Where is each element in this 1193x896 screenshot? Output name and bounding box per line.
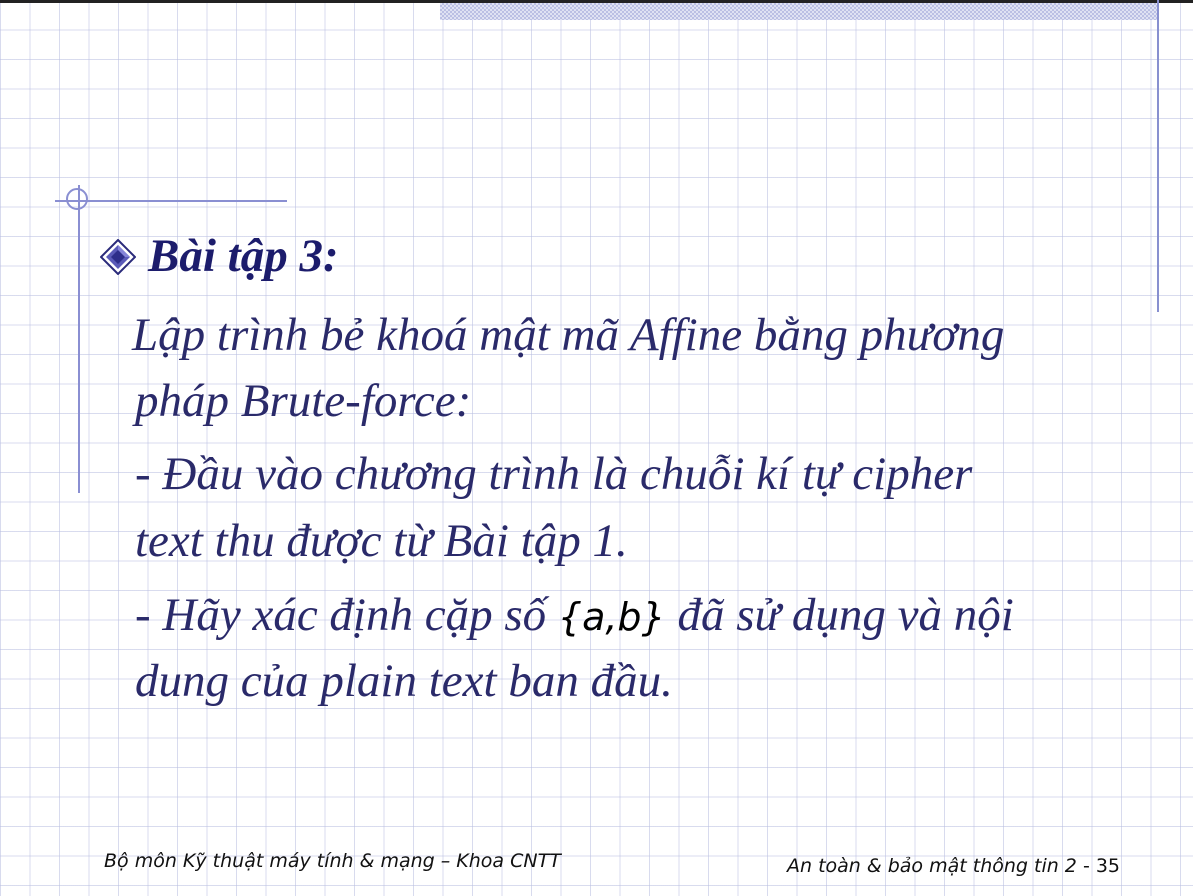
decor-circle [66, 188, 88, 210]
body-line-5-prefix: - Hãy xác định cặp số [135, 589, 558, 641]
body-line-2: pháp Brute-force: [135, 375, 472, 427]
body-line-1: Lập trình bẻ khoá mật mã Affine bằng phương [132, 309, 1005, 361]
math-pair-ab: {a,b} [557, 595, 666, 639]
right-decor-line [1157, 0, 1159, 312]
footer-left: Bộ môn Kỹ thuật máy tính & mạng – Khoa CNTT [104, 850, 561, 872]
body-line-6: dung của plain text ban đầu. [135, 655, 673, 707]
title-decor-hline [55, 200, 287, 202]
page-number: 35 [1095, 855, 1121, 877]
body-line-4: text thu được từ Bài tập 1. [135, 515, 628, 567]
footer-page-sep: - [1076, 855, 1096, 877]
slide-title: Bài tập 3: [148, 230, 339, 282]
footer-course: An toàn & bảo mật thông tin 2 [787, 855, 1077, 877]
body-line-5 [135, 589, 1014, 641]
body-line-5-suffix: đã sử dụng và nội [665, 589, 1014, 641]
footer-right [787, 855, 1120, 877]
top-pattern-band [440, 3, 1158, 20]
diamond-bullet-icon [100, 239, 136, 275]
body-line-3: - Đầu vào chương trình là chuỗi kí tự cipher [135, 448, 973, 500]
title-decor-vline [78, 185, 80, 493]
